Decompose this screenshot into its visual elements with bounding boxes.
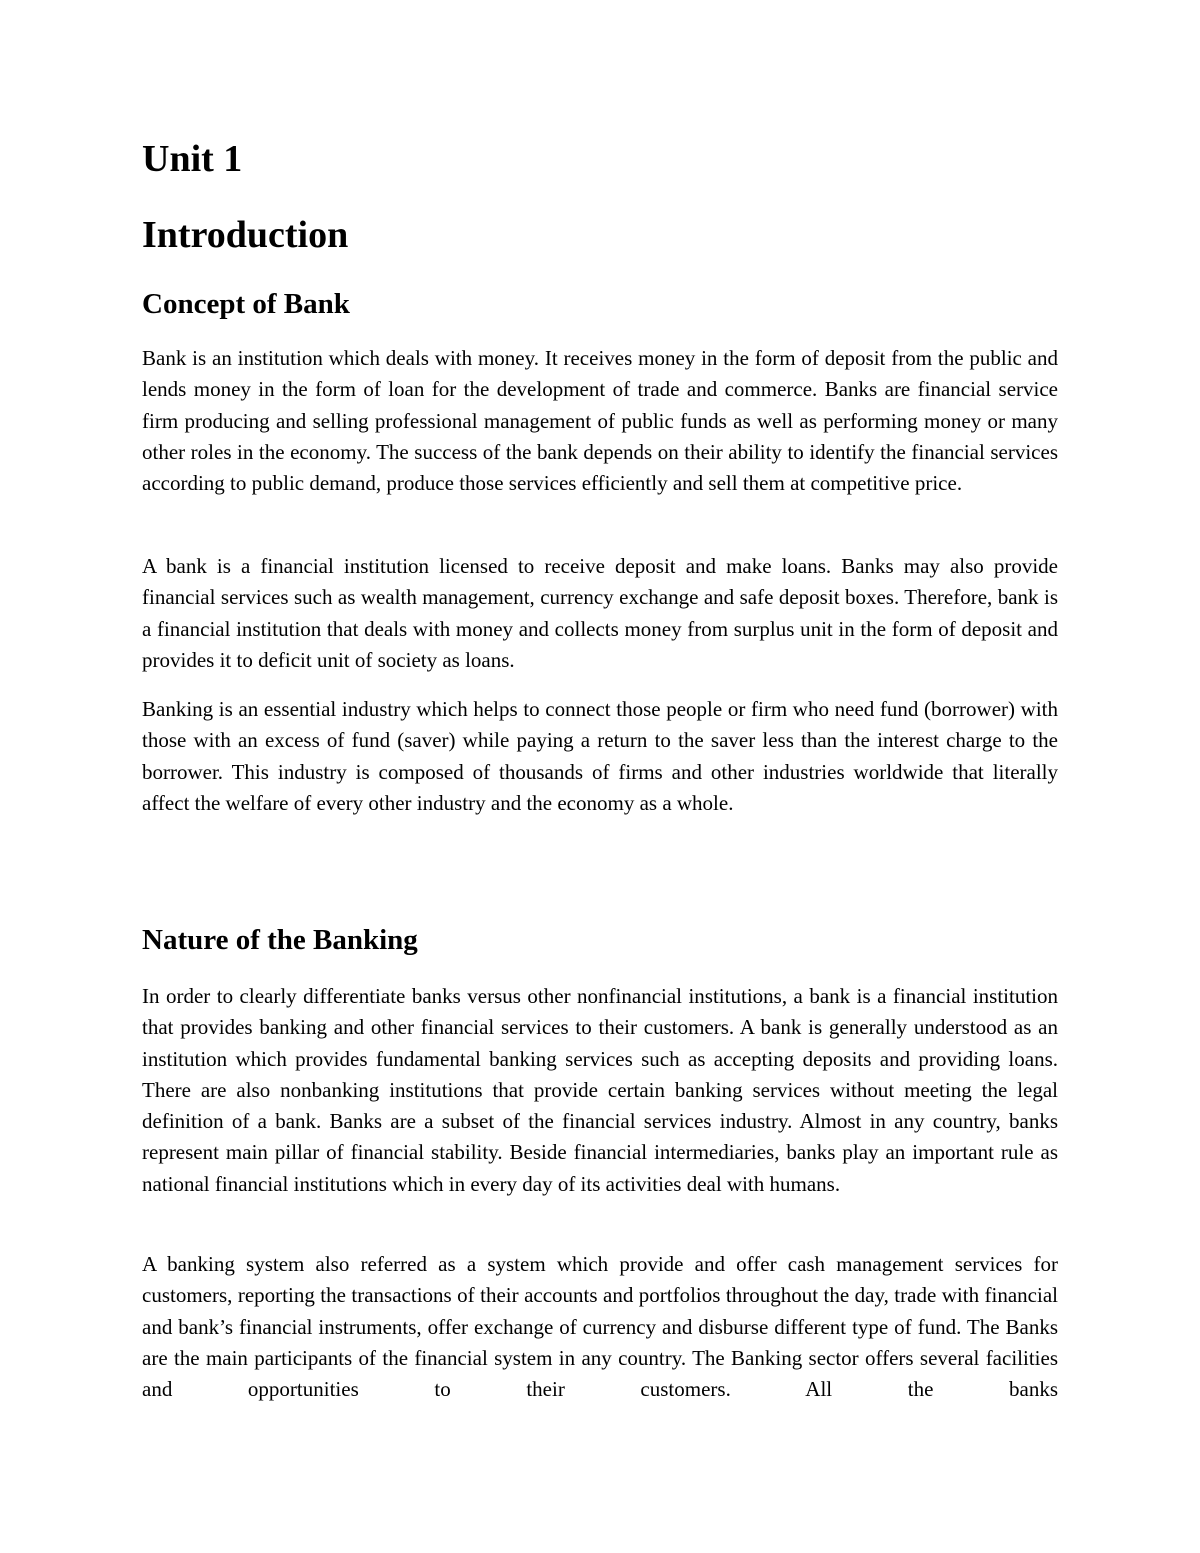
paragraph: In order to clearly differentiate banks versus other nonfinancial institutions, a bank is a financial institution that provides banking and other financial services to their customers. A bank is generally understood as an institution which provides fundamental banking services such as accepting deposits and providing loans. There are also nonbanking institutions that provide certain banking services without meeting the legal definition of a bank. Banks are a subset of the financial services industry. Almost in any country, banks represent main pillar of financial stability. Beside financial intermediaries, banks play an important rule as national financial institutions which in every day of its activities deal with humans.: [142, 984, 1058, 1196]
paragraph: A bank is a financial institution licensed to receive deposit and make loans. Banks may also provide financial services such as wealth management, currency exchange and safe deposit boxes. Therefore, bank is a financial institution that deals with money and collects money from surplus unit in the form of deposit and provides it to deficit unit of society as loans.: [142, 554, 1058, 672]
section-heading: Concept of Bank: [142, 288, 350, 320]
unit-heading: Unit 1: [142, 138, 243, 180]
paragraph: Banking is an essential industry which helps to connect those people or firm who need fund (borrower) with those with an excess of fund (saver) while paying a return to the saver less than the interest charge to the borrower. This industry is composed of thousands of firms and other industries worldwide that literally affect the welfare of every other industry and the economy as a whole.: [142, 697, 1058, 815]
paragraph: Bank is an institution which deals with money. It receives money in the form of deposit from the public and lends money in the form of loan for the development of trade and commerce. Banks are financial service firm producing and selling professional management of public funds as well as performing money or many other roles in the economy. The success of the bank depends on their ability to identify the financial services according to public demand, produce those services efficiently and sell them at competitive price.: [142, 346, 1058, 496]
paragraph: A banking system also referred as a system which provide and offer cash management services for customers, reporting the transactions of their accounts and portfolios throughout the day, trade with financial and bank’s financial instruments, offer exchange of currency and disburse different type of fund. The Banks are the main participants of the financial system in any country. The Banking sector offers several facilities and opportunities to their customers. All the banks: [142, 1252, 1058, 1402]
section-heading: Nature of the Banking: [142, 924, 418, 956]
chapter-heading: Introduction: [142, 214, 349, 256]
